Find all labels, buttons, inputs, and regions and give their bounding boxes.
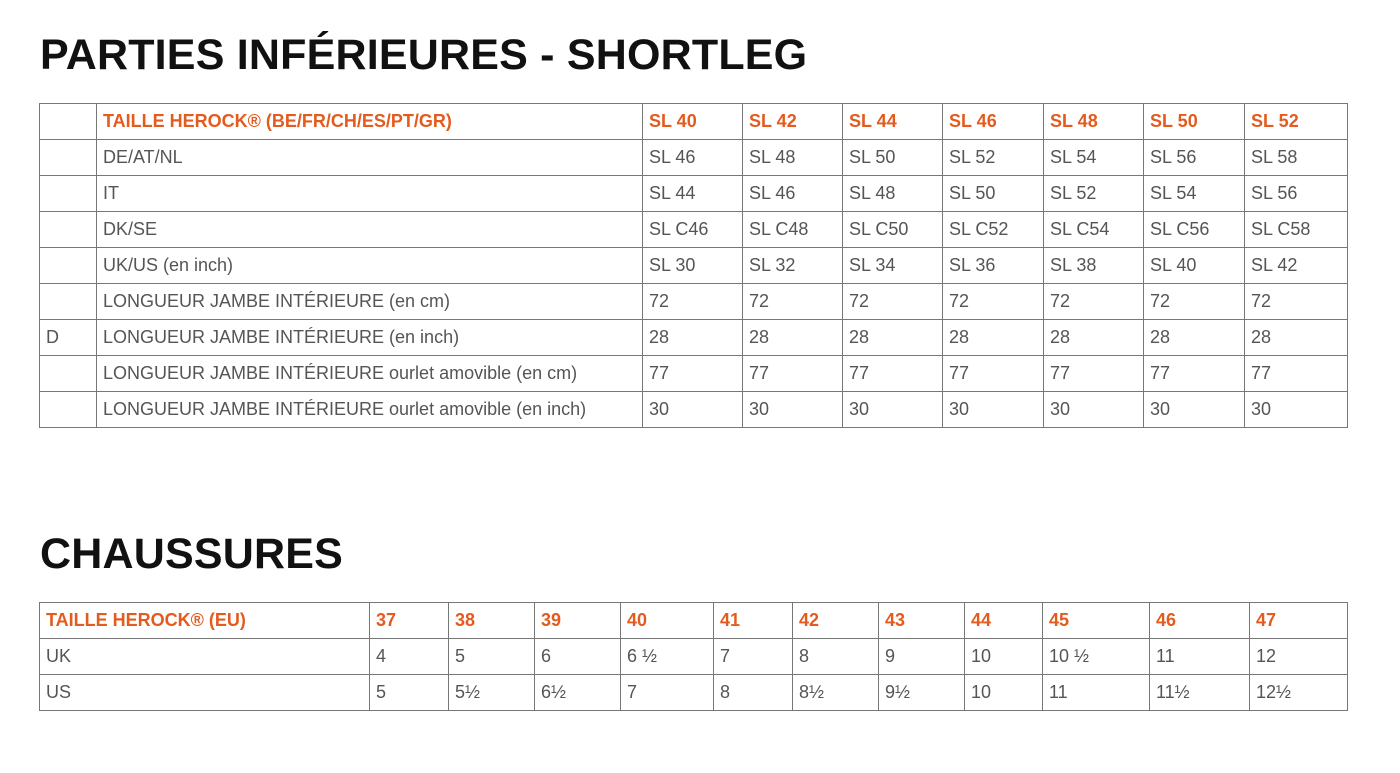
size-value-cell: 28 (943, 320, 1044, 356)
size-value-cell: SL 52 (1044, 176, 1144, 212)
size-value-cell: 30 (643, 392, 743, 428)
size-value-cell: SL 52 (1245, 104, 1348, 140)
table-row (40, 356, 1348, 392)
size-value-cell: SL 50 (943, 176, 1044, 212)
size-value-cell: 77 (643, 356, 743, 392)
size-value-cell: 11 (1150, 639, 1250, 675)
row-label-cell: UK/US (en inch) (97, 248, 643, 284)
size-value-cell: 37 (370, 603, 449, 639)
size-value-cell: SL 48 (1044, 104, 1144, 140)
size-value-cell: 5½ (449, 675, 535, 711)
size-value-cell: 8 (793, 639, 879, 675)
shoes-section-title: CHAUSSURES (40, 530, 344, 578)
size-value-cell: 5 (370, 675, 449, 711)
size-value-cell: SL C58 (1245, 212, 1348, 248)
table-row (40, 392, 1348, 428)
size-value-cell: 7 (621, 675, 714, 711)
size-value-cell: 38 (449, 603, 535, 639)
table-row (40, 320, 1348, 356)
size-value-cell: SL C52 (943, 212, 1044, 248)
size-value-cell: 5 (449, 639, 535, 675)
size-value-cell: 40 (621, 603, 714, 639)
size-value-cell: 10 (965, 675, 1043, 711)
size-value-cell: 30 (1245, 392, 1348, 428)
size-value-cell: 41 (714, 603, 793, 639)
size-value-cell: SL 46 (643, 140, 743, 176)
row-marker-cell (40, 176, 97, 212)
shoes-table-body (40, 603, 1348, 711)
size-value-cell: 77 (1245, 356, 1348, 392)
size-value-cell: 12½ (1250, 675, 1348, 711)
size-value-cell: SL 40 (643, 104, 743, 140)
size-value-cell: SL 46 (943, 104, 1044, 140)
size-value-cell: 11½ (1150, 675, 1250, 711)
row-label-cell: IT (97, 176, 643, 212)
size-value-cell: 72 (1044, 284, 1144, 320)
size-value-cell: 28 (743, 320, 843, 356)
row-marker-cell (40, 104, 97, 140)
size-value-cell: 8½ (793, 675, 879, 711)
size-value-cell: SL 42 (1245, 248, 1348, 284)
size-value-cell: SL 46 (743, 176, 843, 212)
shortleg-table-body (40, 104, 1348, 428)
size-value-cell: SL 48 (843, 176, 943, 212)
size-value-cell: 72 (1245, 284, 1348, 320)
size-value-cell: 30 (1044, 392, 1144, 428)
size-value-cell: 30 (743, 392, 843, 428)
size-value-cell: 11 (1043, 675, 1150, 711)
size-value-cell: SL 56 (1144, 140, 1245, 176)
row-marker-cell: D (40, 320, 97, 356)
size-value-cell: 43 (879, 603, 965, 639)
table-row (40, 639, 1348, 675)
row-label-cell: TAILLE HEROCK® (BE/FR/CH/ES/PT/GR) (97, 104, 643, 140)
size-value-cell: 28 (643, 320, 743, 356)
size-value-cell: 28 (1245, 320, 1348, 356)
row-label-cell: LONGUEUR JAMBE INTÉRIEURE (en inch) (97, 320, 643, 356)
size-value-cell: 72 (943, 284, 1044, 320)
size-value-cell: 46 (1150, 603, 1250, 639)
size-value-cell: SL 36 (943, 248, 1044, 284)
row-label-cell: US (40, 675, 370, 711)
row-label-cell: TAILLE HEROCK® (EU) (40, 603, 370, 639)
row-label-cell: LONGUEUR JAMBE INTÉRIEURE (en cm) (97, 284, 643, 320)
size-value-cell: 77 (743, 356, 843, 392)
size-value-cell: SL 44 (843, 104, 943, 140)
table-row (40, 284, 1348, 320)
size-value-cell: 77 (1144, 356, 1245, 392)
row-marker-cell (40, 392, 97, 428)
size-value-cell: SL 50 (1144, 104, 1245, 140)
row-label-cell: DK/SE (97, 212, 643, 248)
size-value-cell: 10 ½ (1043, 639, 1150, 675)
size-value-cell: SL C50 (843, 212, 943, 248)
table-row (40, 140, 1348, 176)
size-value-cell: 9 (879, 639, 965, 675)
size-value-cell: SL 38 (1044, 248, 1144, 284)
size-value-cell: 12 (1250, 639, 1348, 675)
size-value-cell: 28 (1144, 320, 1245, 356)
size-value-cell: 39 (535, 603, 621, 639)
size-value-cell: SL 30 (643, 248, 743, 284)
size-value-cell: 42 (793, 603, 879, 639)
size-value-cell: SL 40 (1144, 248, 1245, 284)
size-value-cell: SL C48 (743, 212, 843, 248)
size-value-cell: SL 48 (743, 140, 843, 176)
size-value-cell: SL 34 (843, 248, 943, 284)
size-value-cell: SL 42 (743, 104, 843, 140)
size-value-cell: SL 58 (1245, 140, 1348, 176)
size-value-cell: 72 (1144, 284, 1245, 320)
table-row (40, 176, 1348, 212)
size-value-cell: SL C56 (1144, 212, 1245, 248)
size-value-cell: 44 (965, 603, 1043, 639)
table-header-row (40, 104, 1348, 140)
row-marker-cell (40, 356, 97, 392)
table-header-row (40, 603, 1348, 639)
size-value-cell: SL 32 (743, 248, 843, 284)
size-value-cell: 7 (714, 639, 793, 675)
size-value-cell: 47 (1250, 603, 1348, 639)
size-value-cell: SL 50 (843, 140, 943, 176)
size-value-cell: 45 (1043, 603, 1150, 639)
size-value-cell: 9½ (879, 675, 965, 711)
size-value-cell: 28 (843, 320, 943, 356)
size-value-cell: 77 (843, 356, 943, 392)
row-marker-cell (40, 212, 97, 248)
size-value-cell: 72 (843, 284, 943, 320)
size-value-cell: 30 (1144, 392, 1245, 428)
size-value-cell: 72 (743, 284, 843, 320)
size-value-cell: 4 (370, 639, 449, 675)
table-row (40, 248, 1348, 284)
size-value-cell: SL 56 (1245, 176, 1348, 212)
size-value-cell: 28 (1044, 320, 1144, 356)
row-marker-cell (40, 140, 97, 176)
shortleg-size-table (39, 103, 1348, 428)
size-value-cell: SL C54 (1044, 212, 1144, 248)
size-value-cell: 72 (643, 284, 743, 320)
shortleg-section-title: PARTIES INFÉRIEURES - SHORTLEG (40, 31, 808, 79)
size-value-cell: SL 54 (1044, 140, 1144, 176)
row-label-cell: LONGUEUR JAMBE INTÉRIEURE ourlet amovible (en inch) (97, 392, 643, 428)
size-value-cell: 8 (714, 675, 793, 711)
size-value-cell: 6 ½ (621, 639, 714, 675)
size-value-cell: SL 54 (1144, 176, 1245, 212)
size-value-cell: SL 52 (943, 140, 1044, 176)
size-value-cell: 6½ (535, 675, 621, 711)
row-label-cell: LONGUEUR JAMBE INTÉRIEURE ourlet amovible (en cm) (97, 356, 643, 392)
size-value-cell: 30 (943, 392, 1044, 428)
size-value-cell: 10 (965, 639, 1043, 675)
row-marker-cell (40, 248, 97, 284)
size-value-cell: 6 (535, 639, 621, 675)
size-value-cell: SL C46 (643, 212, 743, 248)
size-value-cell: 77 (1044, 356, 1144, 392)
table-row (40, 212, 1348, 248)
row-marker-cell (40, 284, 97, 320)
row-label-cell: UK (40, 639, 370, 675)
size-value-cell: 77 (943, 356, 1044, 392)
table-row (40, 675, 1348, 711)
size-value-cell: SL 44 (643, 176, 743, 212)
size-value-cell: 30 (843, 392, 943, 428)
shoes-size-table (39, 602, 1348, 711)
row-label-cell: DE/AT/NL (97, 140, 643, 176)
